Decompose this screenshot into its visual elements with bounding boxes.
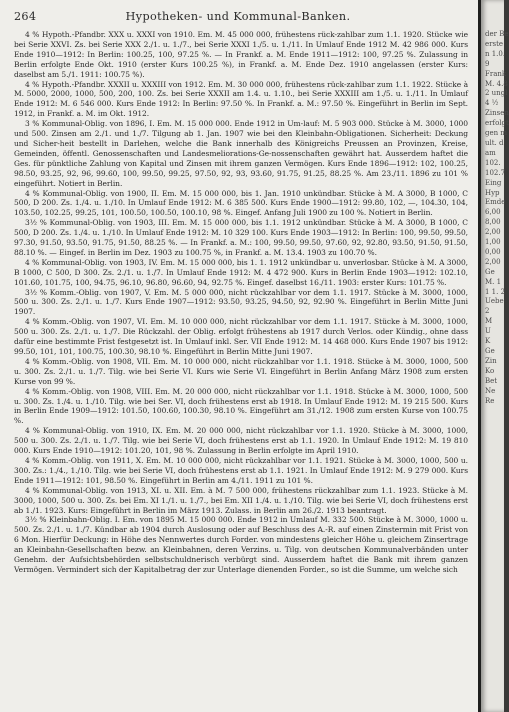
adjacent-page-line: Zin <box>485 356 497 365</box>
adjacent-page-line: erste <box>485 39 504 48</box>
adjacent-page-line: am <box>485 148 496 157</box>
adjacent-page-line: Ge <box>485 267 495 276</box>
adjacent-page-line: Re <box>485 396 495 405</box>
adjacent-page-line: gen m <box>485 129 507 138</box>
adjacent-page-line: 2,00 <box>485 228 501 237</box>
adjacent-page-line: 8,00 <box>485 218 501 227</box>
adjacent-page-line: K <box>485 337 491 346</box>
adjacent-page-line: M. 1 <box>485 277 502 286</box>
paragraph-komm-oblig-vii: 4 % Komm.-Oblig. von 1908, VII. Em. M. 10 000 000, nicht rückzahlbar vor 1.1. 1918. Stücke à M. 3000, 1000, 500 u. 300. Zs. 2./1. u. 1./7. Tilg. wie bei Serie VI. Kurs wie Serie VI. Eingeführt in Berlin Anfang März 1908 zum ersten Kurse von 99 %. <box>14 356 468 386</box>
adjacent-page-line: 102.7 <box>485 168 506 177</box>
adjacent-page-line: Hyp <box>485 188 500 197</box>
page-body <box>14 30 468 575</box>
paragraph-kommunal-oblig-xi-xii: 4 % Kommunal-Oblig. von 1913, XI. u. XII. Em. à M. 7 500 000, frühestens rückzahlbar zum 1.1. 1923. Stücke à M. 3000, 1000, 500 u. 300. Zs. bei Em. XI 1./1. u. 1./7., bei Em. XII 1./4. u. 1./10. Tilg. wie bei Serie VI, doch frühestens erst ab 1./1. 1923. Kurs: Eingeführt in Berlin im März 1913. Zulass. in Berlin am 26./2. 1913 beantragt. <box>14 485 468 515</box>
adjacent-page-line: M. 4.8 <box>485 79 508 88</box>
adjacent-page-line: Ge <box>485 347 495 355</box>
adjacent-page-line: Zinsen <box>485 109 509 118</box>
adjacent-page-line: ult. d <box>485 138 504 147</box>
paragraph-komm-oblig-vi: 4 % Komm.-Oblig. von 1907, VI. Em. M. 10 000 000, nicht rückzahlbar vor dem 1.1. 1917. Stücke à M. 3000, 1000, 500 u. 300. Zs. 2./1. u. 1./7. Die Rückzahl. der Oblig. erfolgt frühestens ab 1917 durch Verlos. oder Kündig., ohne dass dafür eine bestimmte Frist festgesetzt ist. In Umlauf inkl. Ser. VII Ende 1912: M. 14 468 000. Kurs Ende 1907 bis 1912: 99.50, 101, 101, 100.75, 100.30, 98.10 %. Eingeführt in Berlin Mitte Juni 1907. <box>14 317 468 356</box>
paragraph-kommunal-oblig-iv: 4 % Kommunal-Oblig. von 1903, IV. Em. M. 15 000 000, bis 1. 1. 1912 unkündbar u. unverlosbar. Stücke à M. A 3000, B 1000, C 500, D 300. Zs. 2./1. u. 1./7. In Umlauf Ende 1912: M. 4 472 900. Kurs in Berlin Ende 1903—1912: 102.10, 101.60, 101.75, 100, 94.75, 96.10, 96.80, 96.60, 94, 92.75 %. Eingef. daselbst 16./11. 1903: erster Kurs: 101.75 %. <box>14 257 468 287</box>
adjacent-page-line: 2 ungl <box>485 89 508 98</box>
paragraph-kleinbahn-oblig-i: 3½ % Kleinbahn-Oblig. I. Em. von 1895 M. 15 000 000. Ende 1912 in Umlauf M. 332 500. Stücke à M. 3000, 1000 u. 500. Zs. 2./1. u. 1./7. Kündbar ab 1904 durch Auslosung oder auf Beschluss des A.-R. auf einen Zinstermin mit Frist von 6 Mon. Hierfür Deckung: in Höhe des Nennwertes durch Forder. von mindestens gleicher Höhe u. gleichem Zinsertrage an Kleinbahn-Gesellschaften bezw. an Kleinbahnen, deren Verzins. u. Tilg. von deutschen Kommunalverbänden unter Genehm. der Aufsichtsbehörden selbstschuldnerisch verbürgt sind. Ausserdem haftet die Bank mit ihrem ganzen Vermögen. Vermindert sich der Kapitalbetrag der zur Unterlage dienenden Forder., so ist die Summe, um welche sich <box>14 515 468 574</box>
adjacent-page-line: 6,00 <box>485 208 501 217</box>
adjacent-page-edge <box>481 0 509 712</box>
paragraph-kommunal-oblig-iii: 3½ % Kommunal-Oblig. von 1903, III. Em. M. 15 000 000, bis 1.1. 1912 unkündbar. Stücke à M. A 3000, B 1000, C 500, D 200. Zs. 1./4. u. 1./10. In Umlauf Ende 1912: M. 10 329 100. Kurs Ende 1903—1912: In Berlin: 100, 99.50, 99.50, 97.30, 91.50, 93.50, 91.75, 91.50, 88.25 %. — In Frankf. a. M.: 100, 99.50, 99.50, 97.60, 92, 92.80, 93.50, 91.50, 91.50, 88.10 %. — Eingef. in Berlin im Dez. 1903 zu 100.75 %, in Frankf. a. M. 13.4. 1903 zu 100.70 %. <box>14 218 468 257</box>
adjacent-page-line: der Be <box>485 30 509 38</box>
adjacent-page-line: 0,00 <box>485 247 501 256</box>
paragraph-kommunal-oblig-ix: 4 % Kommunal-Oblig. von 1910, IX. Em. M. 20 000 000, nicht rückzahlbar vor 1.1. 1920. Stücke à M. 3000, 1000, 500 u. 300. Zs. 2./1. u. 1./7. Tilg. wie bei Serie VI, doch frühestens erst ab 1.1. 1920. In Umlauf Ende 1912: M. 19 810 000. Kurs Ende 1910—1912: 101.20, 101, 98 %. Zulassung in Berlin erfolgte im April 1910. <box>14 426 468 456</box>
adjacent-page-line: U <box>485 327 491 336</box>
adjacent-page-line: Eing <box>485 178 502 187</box>
paragraph-kommunal-oblig-i: 3 % Kommunal-Oblig. von 1896, I. Em. M. 15 000 000. Ende 1912 in Um-lauf: M. 5 903 000. Stücke à M. 3000, 1000 und 500. Zinsen am 2./1. und 1./7. Tilgung ab 1. Jan. 1907 wie bei den Kleinbahn-Obligationen. Sicherheit: Deckung und Sicher-heit bestellt in Darlehen, welche die Bank innerhalb des Königreichs Preussen an Provinzen, Kreise, Gemeinden, öffentl. Genossenschaften und Landesmeliorations-Ge-nossenschaften gewährt hat. Ausserdem haftet die Ges. für pünktliche Zahlung von Kapital und Zinsen mit ihrem ganzen Vermögen. Kurs Ende 1896—1912: 102, 100.25, 98.50, 93.25, 92, 96, 99.60, 100, 99.50, 99.25, 97.50, 92, 93, 93.60, 91.75, 91.25, 88.25 %. Am 23./11. 1896 zu 101 % eingeführt. Notiert in Berlin. <box>14 119 468 188</box>
paragraph-komm-oblig-v: 3½ % Komm.-Oblig. von 1907, V. Em. M. 5 000 000, nicht rückzahlbar vor dem 1.1. 1917. Stücke à M. 3000, 1000, 500 u. 300. Zs. 2./1. u. 1./7. Kurs Ende 1907—1912: 93.50, 93.25, 94.50, 92, 92.90 %. Eingeführt in Berlin Mitte Juni 1907. <box>14 287 468 317</box>
adjacent-page-line: 1 1. 2 <box>485 287 506 296</box>
adjacent-page-line: 9 <box>485 59 490 68</box>
adjacent-page-line: M <box>485 317 493 326</box>
adjacent-page-line: Frank <box>485 69 507 78</box>
adjacent-page-line: Emde <box>485 198 506 207</box>
paragraph-hypoth-pfandbr-xxxii: 4 % Hypoth.-Pfandbr. XXXII u. XXXIII von 1912. Em. M. 30 000 000, frühestens rück-zahlbar zum 1.1. 1922. Stücke à M. 5000, 2000, 1000, 500, 200, 100. Zs. bei Serie XXXII am 1.4. u. 1.10., bei Serie XXXIII am 1./5. u. 1./11. In Umlauf Ende 1912: M. 6 546 000. Kurs Ende 1912: In Berlin: 97.50 %. In Frankf. a. M.: 97.50 %. Eingeführt in Berlin im Sept. 1912, in Frankf. a. M. im Okt. 1912. <box>14 79 468 119</box>
adjacent-page-line: Uebe <box>485 297 504 306</box>
adjacent-page-line: 102. <box>485 158 501 167</box>
paragraph-kommunal-oblig-ii: 4 % Kommunal-Oblig. von 1900, II. Em. M. 15 000 000, bis 1. Jan. 1910 unkündbar. Stücke à M. A 3000, B 1000, C 500, D 200. Zs. 1./4. u. 1./10. In Umlauf Ende 1912: M. 6 385 500. Kurs Ende 1900—1912: 99.80, 102, —, 104.30, 104, 103.50, 102.25, 99.25, 101, 100.50, 100.50, 100.10, 98 %. Eingef. Anfang Juli 1900 zu 100 %. Notiert in Berlin. <box>14 188 468 218</box>
adjacent-page-line: n 1.0. <box>485 49 506 58</box>
paragraph-komm-oblig-x: 4 % Komm.-Oblig. von 1911, X. Em. M. 10 000 000, nicht rückzahlbar vor 1.1. 1921. Stücke à M. 3000, 1000, 500 u. 300. Zs.: 1./4., 1./10. Tilg. wie bei Serie VI, doch frühestens erst ab 1.1. 1921. In Umlauf Ende 1912: M. 9 279 000. Kurs Ende 1911—1912: 101, 98.50 %. Eingeführt in Berlin am 4./11. 1911 zu 101 %. <box>14 455 468 485</box>
adjacent-page-line: erfolgt <box>485 119 509 128</box>
adjacent-page-line: Bet <box>485 376 498 385</box>
page-header <box>14 10 462 24</box>
adjacent-page-line: 2,00 <box>485 257 501 266</box>
adjacent-page-line: 4 ½ <box>485 99 499 108</box>
paragraph-komm-oblig-viii: 4 % Komm.-Oblig. von 1908, VIII. Em. M. 20 000 000, nicht rückzahlbar vor 1.1. 1918. Stücke à M. 3000, 1000, 500 u. 300. Zs. 1./4. u. 1./10. Tilg. wie bei Ser. VI, doch frühestens erst ab 1918. In Umlauf Ende 1912: M. 19 215 500. Kurs in Berlin Ende 1909—1912: 101.50, 100.60, 100.30, 98.10 %. Eingeführt am 31./12. 1908 zum ersten Kurse von 100.75 %. <box>14 386 468 426</box>
adjacent-page-line: Ne <box>485 386 496 395</box>
adjacent-page-line: 1,00 <box>485 238 501 247</box>
page-number: 264 <box>14 10 37 23</box>
running-title: Hypotheken- und Kommunal-Banken. <box>125 10 351 23</box>
adjacent-page-line: 2 <box>485 307 490 316</box>
paragraph-hypoth-pfandbr-xxx: 4 % Hypoth.-Pfandbr. XXX u. XXXI von 1910. Em. M. 45 000 000, frühestens rück-zahlbar zum 1.1. 1920. Stücke wie bei Serie XXVI. Zs. bei Serie XXX 2./1. u. 1./7., bei Serie XXXI 1./5. u. 1./11. In Umlauf Ende 1912 M. 42 986 000. Kurs Ende 1910—1912: In Berlin: 100.25, 100, 97.25 %. — In Frankf. a. M. Ende 1911—1912: 100, 97.25 %. Zulassung in Berlin erfolgte Ende Okt. 1910 (erster Kurs 100.25 %), in Frankf. a. M. Ende Dez. 1910 angelassen (erster Kurs: daselbst am 5./1. 1911: 100.75 %). <box>14 30 468 79</box>
adjacent-page-line: Ko <box>485 366 495 375</box>
